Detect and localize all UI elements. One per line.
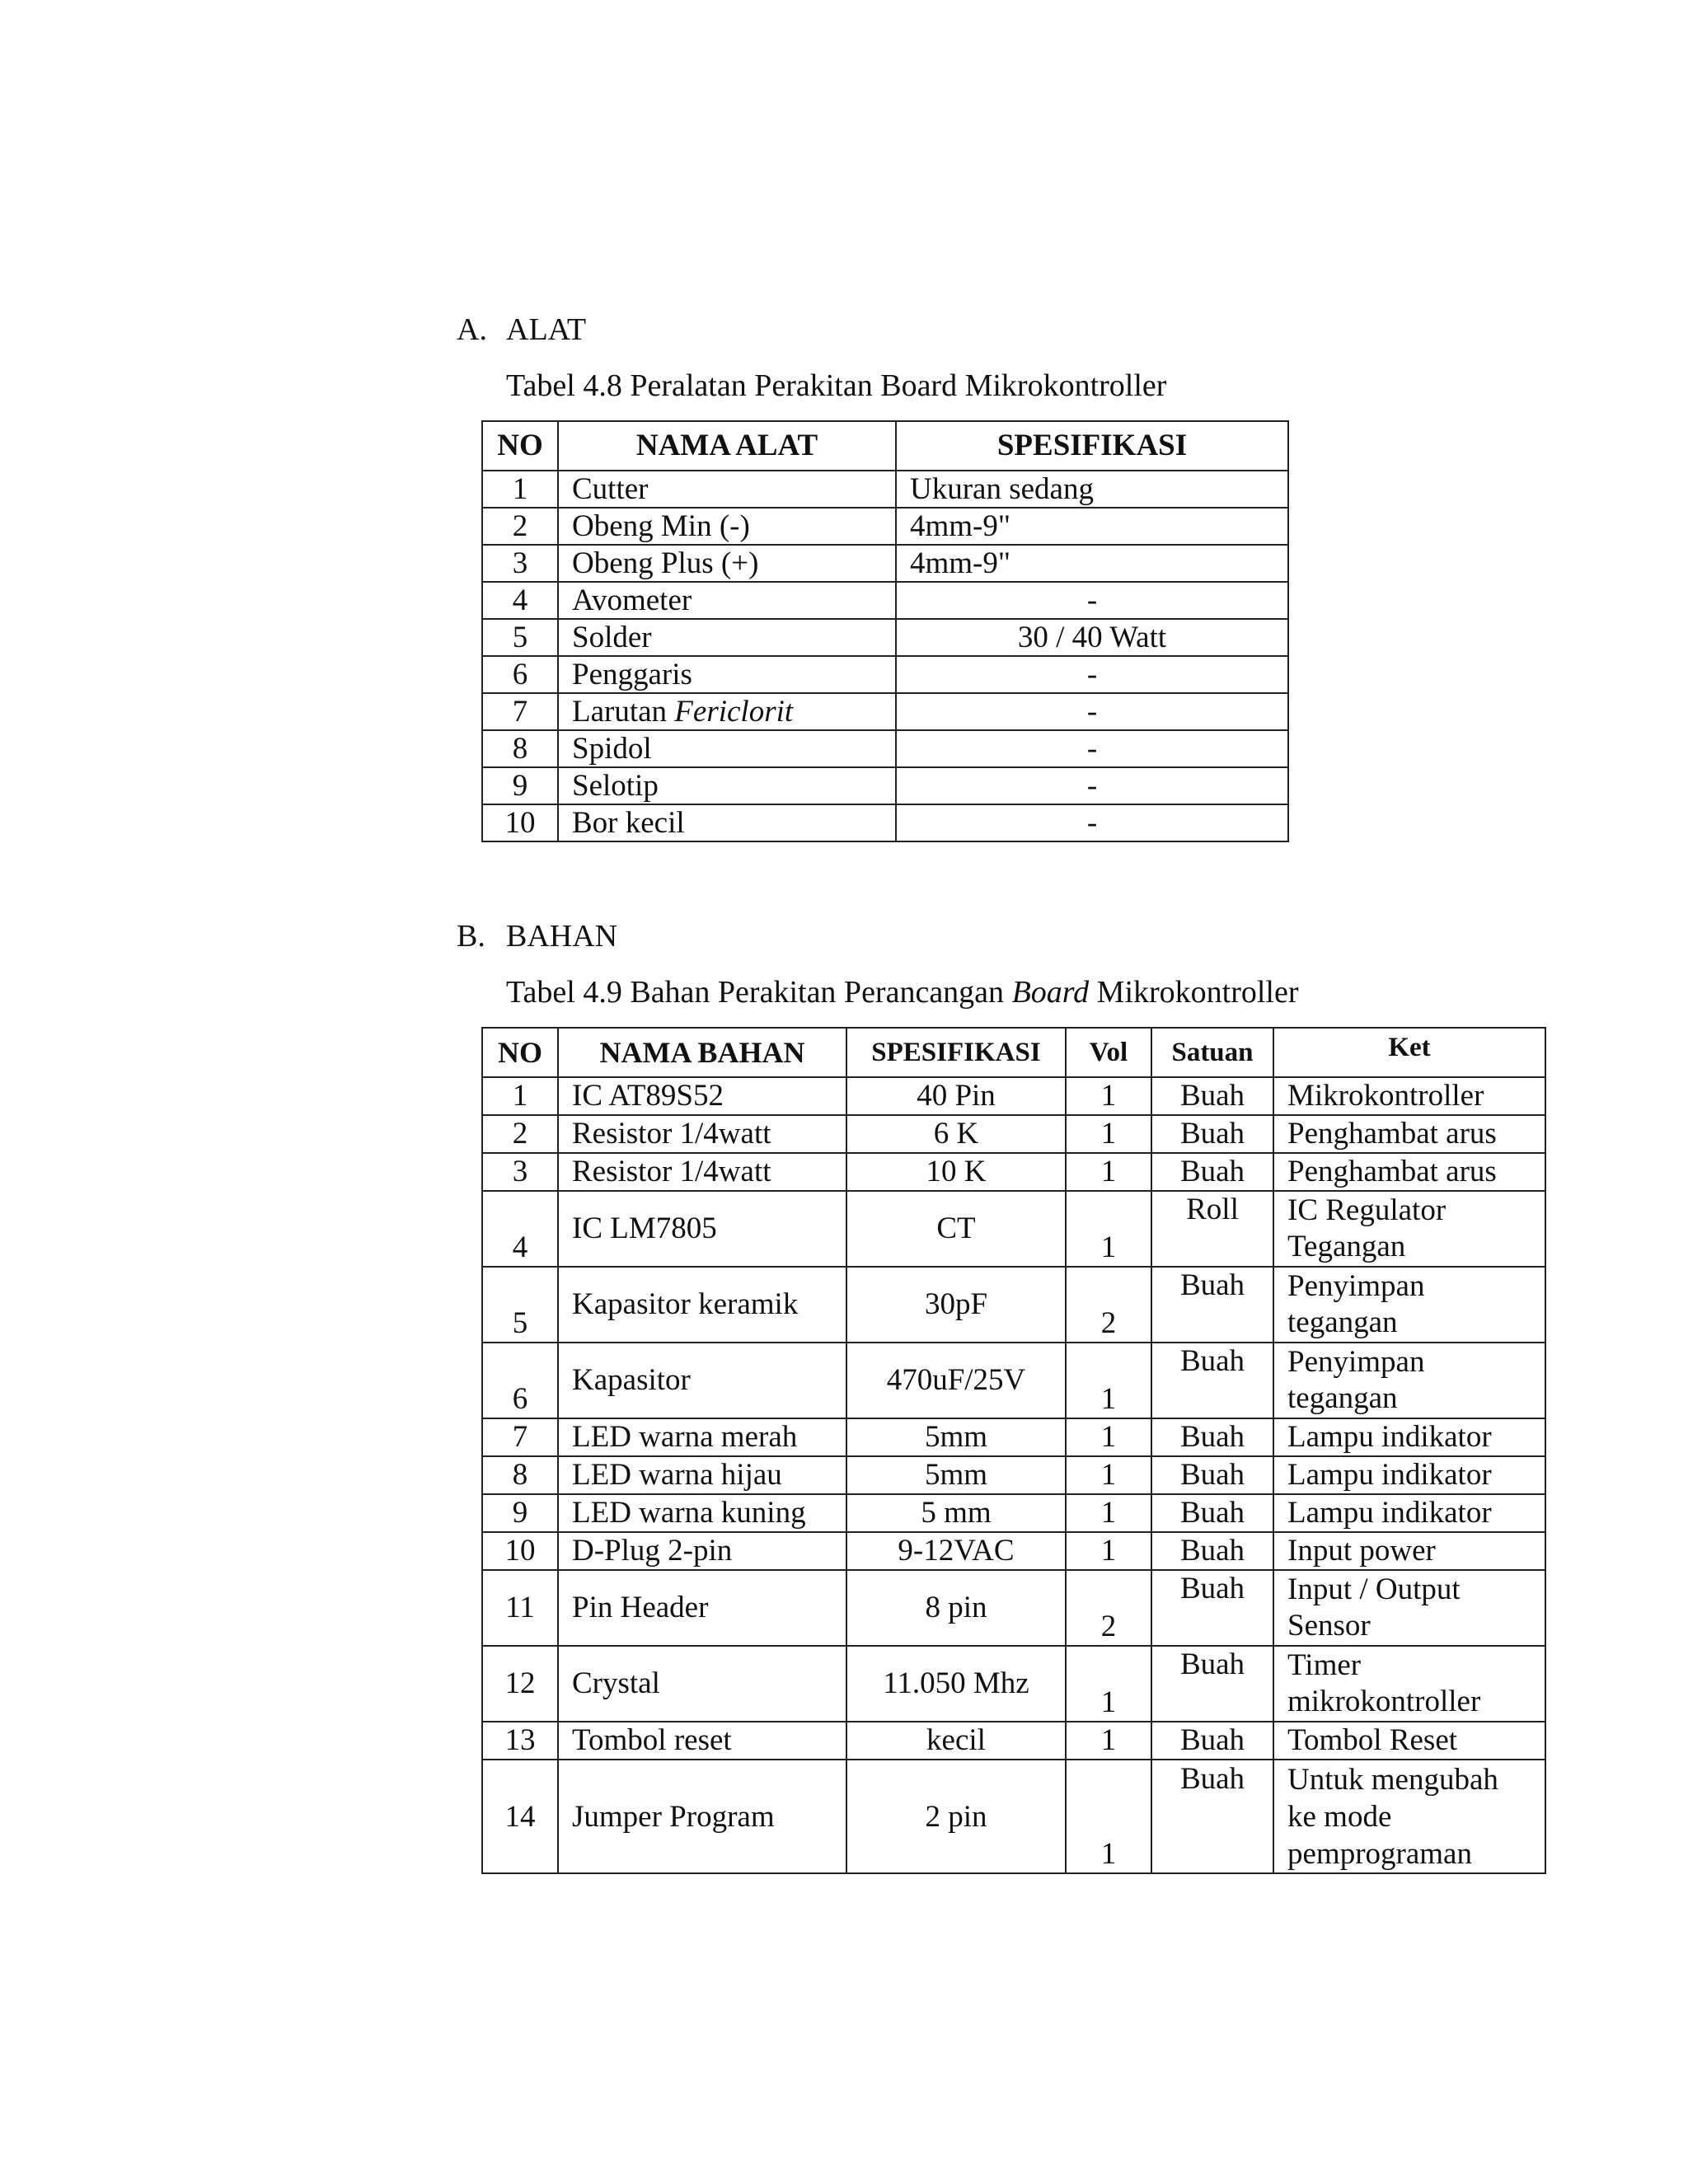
cell-vol: 1: [1066, 1646, 1151, 1722]
nama-text: Bor kecil: [572, 806, 685, 840]
nama-text: Solder: [572, 621, 652, 654]
table-row: [482, 471, 1288, 508]
cell-spesifikasi: 4mm-9": [896, 508, 1288, 545]
cell-spesifikasi: -: [896, 804, 1288, 841]
cell-no: 7: [482, 693, 558, 730]
cell-nama-alat: [558, 804, 896, 841]
cell-no: 5: [482, 1267, 558, 1343]
ket-line: Penghambat arus: [1287, 1155, 1497, 1188]
table-bahan-header-row: [482, 1028, 1545, 1077]
cell-no: 1: [482, 1077, 558, 1115]
nama-text: Penggaris: [572, 658, 692, 691]
cell-spesifikasi: 6 K: [846, 1115, 1066, 1153]
cell-nama-alat: [558, 767, 896, 804]
cell-ket: [1273, 1760, 1545, 1873]
caption-post: Mikrokontroller: [1096, 975, 1299, 1010]
ket-line: Penyimpan: [1287, 1269, 1425, 1303]
table-row: [482, 804, 1288, 841]
nama-text: Larutan: [572, 695, 668, 729]
section-b-letter: B.: [457, 919, 485, 954]
cell-ket: [1273, 1456, 1545, 1494]
cell-no: 6: [482, 1343, 558, 1418]
cell-ket: [1273, 1570, 1545, 1646]
cell-no: 2: [482, 1115, 558, 1153]
cell-nama-alat: [558, 471, 896, 508]
cell-no: 4: [482, 582, 558, 619]
cell-satuan: Buah: [1151, 1418, 1273, 1456]
cell-satuan: Buah: [1151, 1646, 1273, 1722]
table-row: [482, 1153, 1545, 1191]
ket-line: Mikrokontroller: [1287, 1079, 1484, 1113]
ket-line: Timer: [1287, 1648, 1362, 1682]
cell-spesifikasi: -: [896, 767, 1288, 804]
table-row: [482, 656, 1288, 693]
nama-text: Obeng Plus (+): [572, 546, 759, 580]
table-row: [482, 1760, 1545, 1873]
cell-vol: 2: [1066, 1570, 1151, 1646]
cell-no: 8: [482, 730, 558, 767]
cell-nama-bahan: Resistor 1/4watt: [558, 1115, 846, 1153]
cell-nama-bahan: Resistor 1/4watt: [558, 1153, 846, 1191]
cell-satuan: Buah: [1151, 1343, 1273, 1418]
cell-nama-bahan: IC LM7805: [558, 1191, 846, 1267]
section-a-letter: A.: [457, 312, 487, 347]
cell-vol: 1: [1066, 1115, 1151, 1153]
cell-nama-alat: [558, 693, 896, 730]
table-row: [482, 1532, 1545, 1570]
cell-spesifikasi: -: [896, 730, 1288, 767]
cell-spesifikasi: 30pF: [846, 1267, 1066, 1343]
table-row: [482, 1570, 1545, 1646]
cell-no: 11: [482, 1570, 558, 1646]
ket-line: Sensor: [1287, 1609, 1371, 1643]
cell-no: 9: [482, 1494, 558, 1532]
nama-italic-text: Fericlorit: [674, 695, 794, 729]
ket-line: Penghambat arus: [1287, 1117, 1497, 1151]
cell-nama-alat: [558, 619, 896, 656]
cell-spesifikasi: Ukuran sedang: [896, 471, 1288, 508]
nama-text: Obeng Min (-): [572, 509, 750, 543]
cell-spesifikasi: -: [896, 693, 1288, 730]
section-b-title: BAHAN: [506, 919, 618, 954]
cell-nama-bahan: LED warna hijau: [558, 1456, 846, 1494]
table-row: [482, 1267, 1545, 1343]
cell-nama-alat: [558, 508, 896, 545]
cell-vol: 1: [1066, 1077, 1151, 1115]
cell-spesifikasi: 2 pin: [846, 1760, 1066, 1873]
cell-spesifikasi: 4mm-9": [896, 545, 1288, 582]
cell-satuan: Buah: [1151, 1760, 1273, 1873]
cell-vol: 1: [1066, 1722, 1151, 1760]
nama-text: Avometer: [572, 583, 692, 617]
cell-satuan: Buah: [1151, 1570, 1273, 1646]
table-bahan: [481, 1027, 1546, 1874]
ket-line: Lampu indikator: [1287, 1458, 1492, 1492]
cell-vol: 1: [1066, 1153, 1151, 1191]
cell-vol: 1: [1066, 1456, 1151, 1494]
header-no: NO: [482, 421, 558, 471]
nama-text: Selotip: [572, 769, 659, 803]
cell-ket: [1273, 1077, 1545, 1115]
ket-line: Tegangan: [1287, 1230, 1406, 1263]
cell-no: 14: [482, 1760, 558, 1873]
cell-no: 3: [482, 545, 558, 582]
cell-vol: 1: [1066, 1418, 1151, 1456]
cell-vol: 1: [1066, 1760, 1151, 1873]
header-ket: Ket: [1273, 1028, 1545, 1077]
cell-nama-bahan: Tombol reset: [558, 1722, 846, 1760]
header-spesifikasi: SPESIFIKASI: [896, 421, 1288, 471]
table-row: [482, 1115, 1545, 1153]
cell-nama-bahan: LED warna kuning: [558, 1494, 846, 1532]
section-a-title: ALAT: [506, 312, 587, 347]
cell-ket: [1273, 1343, 1545, 1418]
cell-vol: 1: [1066, 1494, 1151, 1532]
header-vol: Vol: [1066, 1028, 1151, 1077]
cell-satuan: Buah: [1151, 1722, 1273, 1760]
table-row: [482, 1191, 1545, 1267]
ket-line: Penyimpan: [1287, 1345, 1425, 1379]
table-row: [482, 730, 1288, 767]
cell-ket: [1273, 1153, 1545, 1191]
cell-no: 10: [482, 1532, 558, 1570]
cell-spesifikasi: -: [896, 656, 1288, 693]
cell-nama-bahan: Crystal: [558, 1646, 846, 1722]
cell-spesifikasi: CT: [846, 1191, 1066, 1267]
cell-ket: [1273, 1494, 1545, 1532]
cell-vol: 2: [1066, 1267, 1151, 1343]
header-satuan: Satuan: [1151, 1028, 1273, 1077]
cell-ket: [1273, 1418, 1545, 1456]
cell-ket: [1273, 1115, 1545, 1153]
table-alat-header-row: [482, 421, 1288, 471]
cell-spesifikasi: 5mm: [846, 1418, 1066, 1456]
cell-no: 8: [482, 1456, 558, 1494]
cell-satuan: Roll: [1151, 1191, 1273, 1267]
ket-line: Input power: [1287, 1534, 1436, 1568]
cell-satuan: Buah: [1151, 1153, 1273, 1191]
cell-nama-bahan: Kapasitor keramik: [558, 1267, 846, 1343]
header-no: NO: [482, 1028, 558, 1077]
cell-ket: [1273, 1722, 1545, 1760]
cell-spesifikasi: kecil: [846, 1722, 1066, 1760]
cell-no: 7: [482, 1418, 558, 1456]
cell-spesifikasi: 9-12VAC: [846, 1532, 1066, 1570]
caption-italic: Board: [1011, 975, 1090, 1010]
cell-vol: 1: [1066, 1532, 1151, 1570]
ket-line: tegangan: [1287, 1381, 1398, 1415]
ket-line: Lampu indikator: [1287, 1496, 1492, 1530]
caption-pre: Tabel 4.9 Bahan Perakitan Perancangan: [506, 975, 1005, 1010]
cell-spesifikasi: 8 pin: [846, 1570, 1066, 1646]
table-bahan-caption: [506, 974, 1299, 1010]
section-b-heading: [457, 918, 617, 954]
cell-satuan: Buah: [1151, 1077, 1273, 1115]
cell-spesifikasi: 5 mm: [846, 1494, 1066, 1532]
table-row: [482, 508, 1288, 545]
cell-satuan: Buah: [1151, 1494, 1273, 1532]
ket-line: tegangan: [1287, 1305, 1398, 1339]
cell-nama-bahan: Pin Header: [558, 1570, 846, 1646]
ket-line: Lampu indikator: [1287, 1420, 1492, 1454]
cell-nama-alat: [558, 582, 896, 619]
table-alat-caption: Tabel 4.8 Peralatan Perakitan Board Mikrokontroller: [506, 368, 1167, 403]
table-row: [482, 767, 1288, 804]
table-row: [482, 545, 1288, 582]
ket-line: Tombol Reset: [1287, 1723, 1458, 1757]
cell-nama-alat: [558, 730, 896, 767]
table-alat: [481, 420, 1289, 842]
nama-text: Spidol: [572, 732, 652, 766]
cell-ket: [1273, 1646, 1545, 1722]
cell-nama-alat: [558, 656, 896, 693]
cell-spesifikasi: 470uF/25V: [846, 1343, 1066, 1418]
header-spesifikasi: SPESIFIKASI: [846, 1028, 1066, 1077]
ket-line: ke mode: [1287, 1799, 1392, 1834]
cell-no: 3: [482, 1153, 558, 1191]
cell-nama-bahan: Jumper Program: [558, 1760, 846, 1873]
table-row: [482, 1418, 1545, 1456]
cell-no: 13: [482, 1722, 558, 1760]
cell-nama-bahan: D-Plug 2-pin: [558, 1532, 846, 1570]
ket-line: IC Regulator: [1287, 1193, 1447, 1227]
ket-line: Input / Output: [1287, 1572, 1461, 1606]
cell-vol: 1: [1066, 1191, 1151, 1267]
cell-spesifikasi: -: [896, 582, 1288, 619]
table-row: [482, 1494, 1545, 1532]
cell-no: 1: [482, 471, 558, 508]
ket-line: Untuk mengubah: [1287, 1762, 1498, 1797]
cell-nama-bahan: LED warna merah: [558, 1418, 846, 1456]
cell-spesifikasi: 40 Pin: [846, 1077, 1066, 1115]
cell-no: 12: [482, 1646, 558, 1722]
cell-satuan: Buah: [1151, 1267, 1273, 1343]
table-row: [482, 693, 1288, 730]
table-row: [482, 1343, 1545, 1418]
cell-no: 10: [482, 804, 558, 841]
table-row: [482, 1646, 1545, 1722]
cell-nama-bahan: IC AT89S52: [558, 1077, 846, 1115]
cell-satuan: Buah: [1151, 1532, 1273, 1570]
table-row: [482, 582, 1288, 619]
header-nama-alat: NAMA ALAT: [558, 421, 896, 471]
table-row: [482, 1722, 1545, 1760]
cell-no: 6: [482, 656, 558, 693]
table-row: [482, 1077, 1545, 1115]
cell-spesifikasi: 5mm: [846, 1456, 1066, 1494]
cell-no: 9: [482, 767, 558, 804]
ket-line: mikrokontroller: [1287, 1685, 1481, 1718]
table-row: [482, 619, 1288, 656]
cell-nama-bahan: Kapasitor: [558, 1343, 846, 1418]
section-a-heading: [457, 312, 586, 348]
cell-ket: [1273, 1191, 1545, 1267]
cell-satuan: Buah: [1151, 1456, 1273, 1494]
cell-vol: 1: [1066, 1343, 1151, 1418]
cell-satuan: Buah: [1151, 1115, 1273, 1153]
cell-no: 2: [482, 508, 558, 545]
header-nama-bahan: NAMA BAHAN: [558, 1028, 846, 1077]
nama-text: Cutter: [572, 472, 649, 506]
ket-line: pemprograman: [1287, 1836, 1472, 1871]
cell-ket: [1273, 1267, 1545, 1343]
cell-spesifikasi: 10 K: [846, 1153, 1066, 1191]
cell-no: 4: [482, 1191, 558, 1267]
cell-nama-alat: [558, 545, 896, 582]
cell-spesifikasi: 30 / 40 Watt: [896, 619, 1288, 656]
cell-spesifikasi: 11.050 Mhz: [846, 1646, 1066, 1722]
table-row: [482, 1456, 1545, 1494]
cell-ket: [1273, 1532, 1545, 1570]
cell-no: 5: [482, 619, 558, 656]
